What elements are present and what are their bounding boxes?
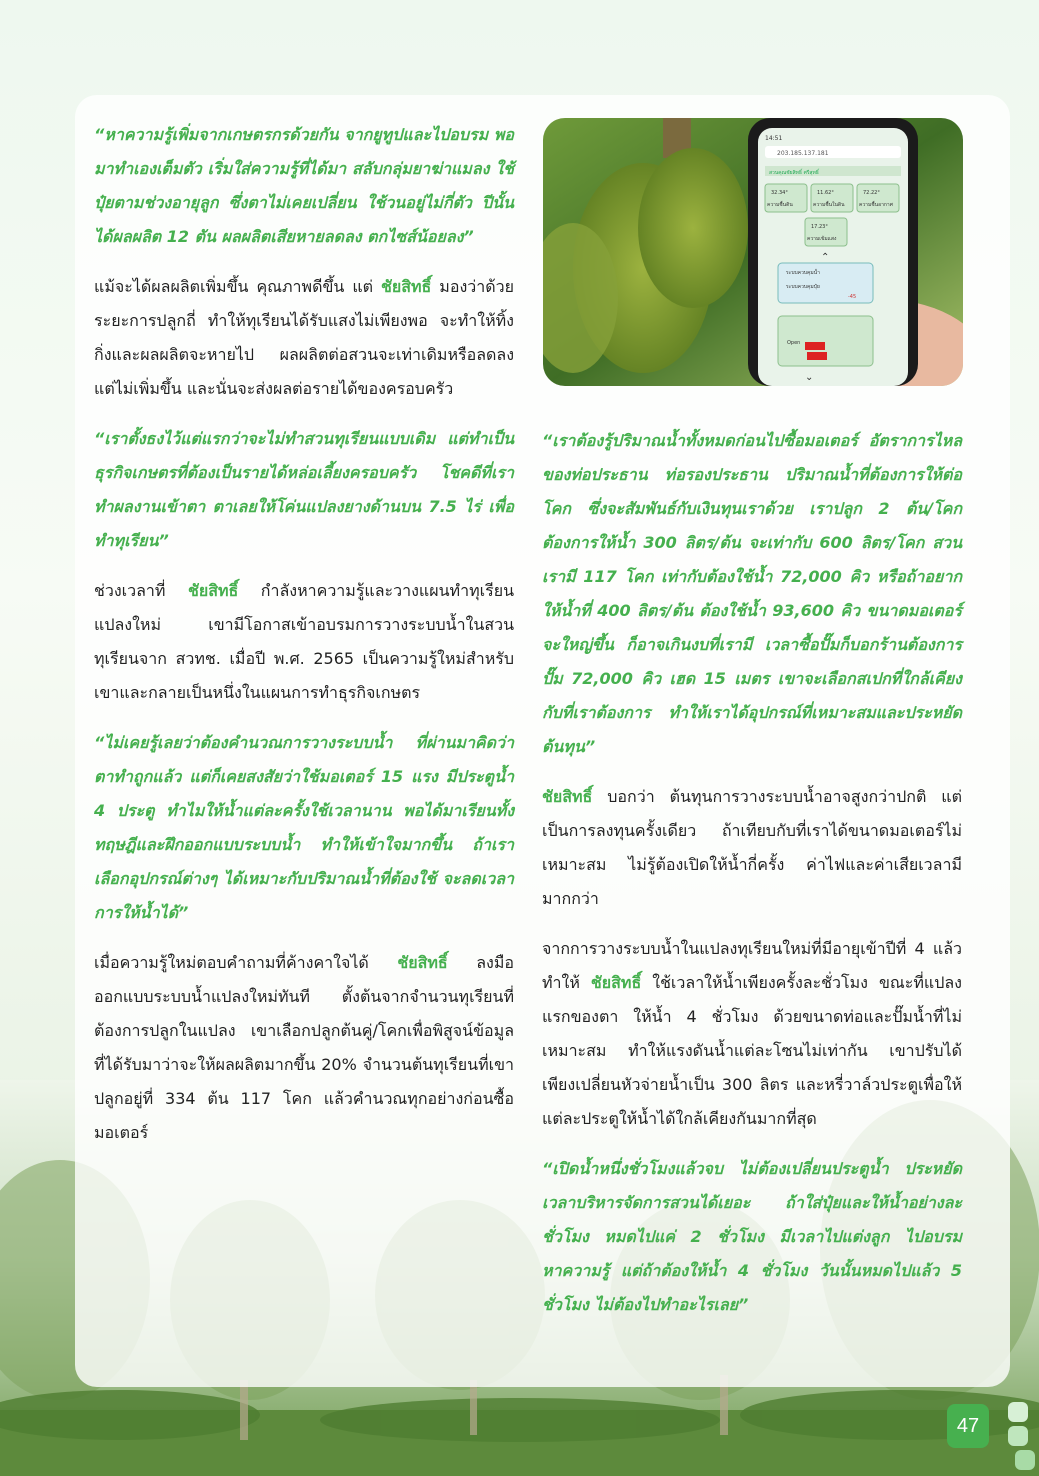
phone-expand-icon[interactable]: ⌄	[805, 372, 814, 383]
decor-square	[1008, 1402, 1028, 1422]
phone-tile-1-value: 32.34°	[771, 190, 788, 196]
quote-2: “เราตั้งธงไว้แต่แรกว่าจะไม่ทำสวนทุเรียนแบบเดิม แต่ทำเป็นธุรกิจเกษตรที่ต้องเป็นรายได้หล่อเลี้ยงครอบครัว โชคดีที่เราทำผลงานเข้าตา ตาเลยให้โค่นแปลงยางด้านบน 7.5 ไร่ เพื่อทำทุเรียน”	[94, 429, 514, 550]
phone-collapse-icon[interactable]: ⌃	[821, 252, 830, 263]
phone-status-time: 14:51	[765, 135, 783, 142]
paragraph-5: จากการวางระบบน้ำในแปลงทุเรียนใหม่ที่มีอายุเข้าปีที่ 4 แล้ว ทำให้ ชัยสิทธิ์ ใช้เวลาให้น้ำเพียงครั้งละชั่วโมง ขณะที่แปลงแรกของตา ให้น้ำ 4 ชั่วโมง ด้วยขนาดท่อและปั๊มน้ำที่ไม่เหมาะสม ทำให้แรงดันน้ำแต่ละโซนไม่เท่ากัน เขาปรับได้เพียงเปลี่ยนหัวจ่ายน้ำเป็น 300 ลิตร และหรี่วาล์วประตูเพื่อให้แต่ละประตูให้น้ำได้ใกล้เคียงกันมากที่สุด	[542, 939, 962, 1128]
quote-1: “หาความรู้เพิ่มจากเกษตรกรด้วยกัน จากยูทูปและไปอบรม พอมาทำเองเต็มตัว เริ่มใส่ความรู้ที่ได้มา สลับกลุ่มยาฆ่าแมลง ใช้ปุ๋ยตามช่วงอายุลูก ซึ่งตาไม่เคยเปลี่ยน ใช้วนอยู่ไม่กี่ตัว ปีนั้นได้ผลผลิต 12 ตัน ผลผลิตเสียหายลดลง ตกไซส์น้อยลง”	[94, 125, 514, 246]
phone-tile-3-label: ความชื้นอากาศ	[859, 202, 893, 208]
paragraph-3: เมื่อความรู้ใหม่ตอบคำถามที่ค้างคาใจได้ ชัยสิทธิ์ ลงมือออกแบบระบบน้ำแปลงใหม่ทันที ตั้งต้นจากจำนวนทุเรียนที่ต้องการปลูกในแปลง เขาเลือกปลูกต้นคู่/โคกเพื่อพิสูจน์ข้อมูลที่ได้รับมาว่าจะให้ผลผลิตมากขึ้น 20% จำนวนต้นทุเรียนที่เขาปลูกอยู่ที่ 334 ต้น 117 โคก แล้วคำนวณทุกอย่างก่อนซื้อมอเตอร์	[94, 953, 514, 1142]
phone-tile-3-value: 72.22°	[863, 190, 880, 196]
person-name: ชัยสิทธิ์	[381, 277, 432, 296]
decor-square	[1015, 1450, 1035, 1470]
paragraph-4: ชัยสิทธิ์ บอกว่า ต้นทุนการวางระบบน้ำอาจสูงกว่าปกติ แต่เป็นการลงทุนครั้งเดียว ถ้าเทียบกับที่เราได้ขนาดมอเตอร์ไม่เหมาะสม ไม่รู้ต้องเปิดให้น้ำกี่ครั้ง ค่าไฟและค่าเสียเวลามีมากกว่า	[542, 787, 962, 908]
phone-url: 203.185.137.181	[777, 150, 829, 157]
durian-phone-photo	[543, 118, 963, 386]
paragraph-1: แม้จะได้ผลผลิตเพิ่มขึ้น คุณภาพดีขึ้น แต่ ชัยสิทธิ์ มองว่าด้วยระยะการปลูกถี่ ทำให้ทุเรียนได้รับแสงไม่เพียงพอ จะทำให้ทิ้งกิ่งและผลผลิตจะหายไป ผลผลิตต่อสวนจะเท่าเดิมหรือลดลง แต่ไม่เพิ่มขึ้น และนั่นจะส่งผลต่อรายได้ของครอบครัว	[94, 277, 514, 398]
person-name: ชัยสิทธิ์	[187, 581, 239, 600]
paragraph-2: ช่วงเวลาที่ ชัยสิทธิ์ กำลังหาความรู้และวางแผนทำทุเรียนแปลงใหม่ เขามีโอกาสเข้าอบรมการวางระบบน้ำในสวนทุเรียนจาก สวทช. เมื่อปี พ.ศ. 2565 เป็นความรู้ใหม่สำหรับเขาและกลายเป็นหนึ่งในแผนการทำธุรกิจเกษตร	[94, 581, 514, 702]
phone-row-water: ระบบควบคุมน้ำ	[786, 270, 820, 276]
quote-3: “ไม่เคยรู้เลยว่าต้องคำนวณการวางระบบน้ำ ที่ผ่านมาคิดว่าตาทำถูกแล้ว แต่ก็เคยสงสัยว่าใช้มอเตอร์ 15 แรง มีประตูน้ำ 4 ประตู ทำไมให้น้ำแต่ละครั้งใช้เวลานาน พอได้มาเรียนทั้งทฤษฎีและฝึกออกแบบระบบน้ำ ทำให้เข้าใจมากขึ้น ถ้าเราเลือกอุปกรณ์ต่างๆ ได้เหมาะกับปริมาณน้ำที่ต้องใช้ จะลดเวลาการให้น้ำได้”	[94, 733, 514, 922]
phone-app-title: สวนคุณชัยสิทธิ์ ศรีสุทธิ์	[769, 170, 819, 176]
left-column	[94, 118, 514, 1166]
quote-5: “เปิดน้ำหนึ่งชั่วโมงแล้วจบ ไม่ต้องเปลี่ยนประตูน้ำ ประหยัดเวลาบริหารจัดการสวนได้เยอะ ถ้าใส่ปุ๋ยและให้น้ำอย่างละชั่วโมง หมดไปแค่ 2 ชั่วโมง มีเวลาไปแต่งลูก ไปอบรมหาความรู้ แต่ถ้าต้องให้น้ำ 4 ชั่วโมง วันนั้นหมดไปแล้ว 5 ชั่วโมง ไม่ต้องไปทำอะไรเลย”	[542, 1159, 962, 1314]
page-number: 47	[947, 1404, 989, 1448]
phone-tile-2-value: 11.62°	[817, 190, 834, 196]
phone-status-value: -45	[848, 294, 857, 300]
phone-mode-label: Open	[787, 340, 801, 346]
phone-tile-4-value: 17.23°	[811, 224, 828, 230]
phone-red-indicator	[805, 342, 825, 350]
person-name: ชัยสิทธิ์	[542, 787, 593, 806]
person-name: ชัยสิทธิ์	[397, 953, 448, 972]
phone-tile-4-label: ความเข้มแสง	[807, 236, 837, 242]
phone-tile-1-label: ความชื้นดิน	[767, 202, 793, 208]
phone-tile-2-label: ความชื้นในดิน	[813, 202, 845, 208]
quote-4: “เราต้องรู้ปริมาณน้ำทั้งหมดก่อนไปซื้อมอเตอร์ อัตราการไหลของท่อประธาน ท่อรองประธาน ปริมาณน้ำที่ต้องการให้ต่อโคก ซึ่งจะสัมพันธ์กับเงินทุนเราด้วย เราปลูก 2 ต้น/โคก ต้องการให้น้ำ 300 ลิตร/ต้น จะเท่ากับ 600 ลิตร/โคก สวนเรามี 117 โคก เท่ากับต้องใช้น้ำ 72,000 คิว หรือถ้าอยากให้น้ำที่ 400 ลิตร/ต้น ต้องใช้น้ำ 93,600 คิว ขนาดมอเตอร์จะใหญ่ขึ้น ก็อาจเกินงบที่เรามี เวลาซื้อปั๊มก็บอกร้านต้องการปั๊ม 72,000 คิว เฮด 15 เมตร เขาจะเลือกสเปกที่ใกล้เคียงกับที่เราต้องการ ทำให้เราได้อุปกรณ์ที่เหมาะสมและประหยัดต้นทุน”	[542, 431, 962, 756]
person-name: ชัยสิทธิ์	[590, 973, 642, 992]
right-column	[542, 424, 962, 1338]
phone-row-fertilizer: ระบบควบคุมปุ๋ย	[786, 284, 820, 290]
decor-square	[1008, 1426, 1028, 1446]
